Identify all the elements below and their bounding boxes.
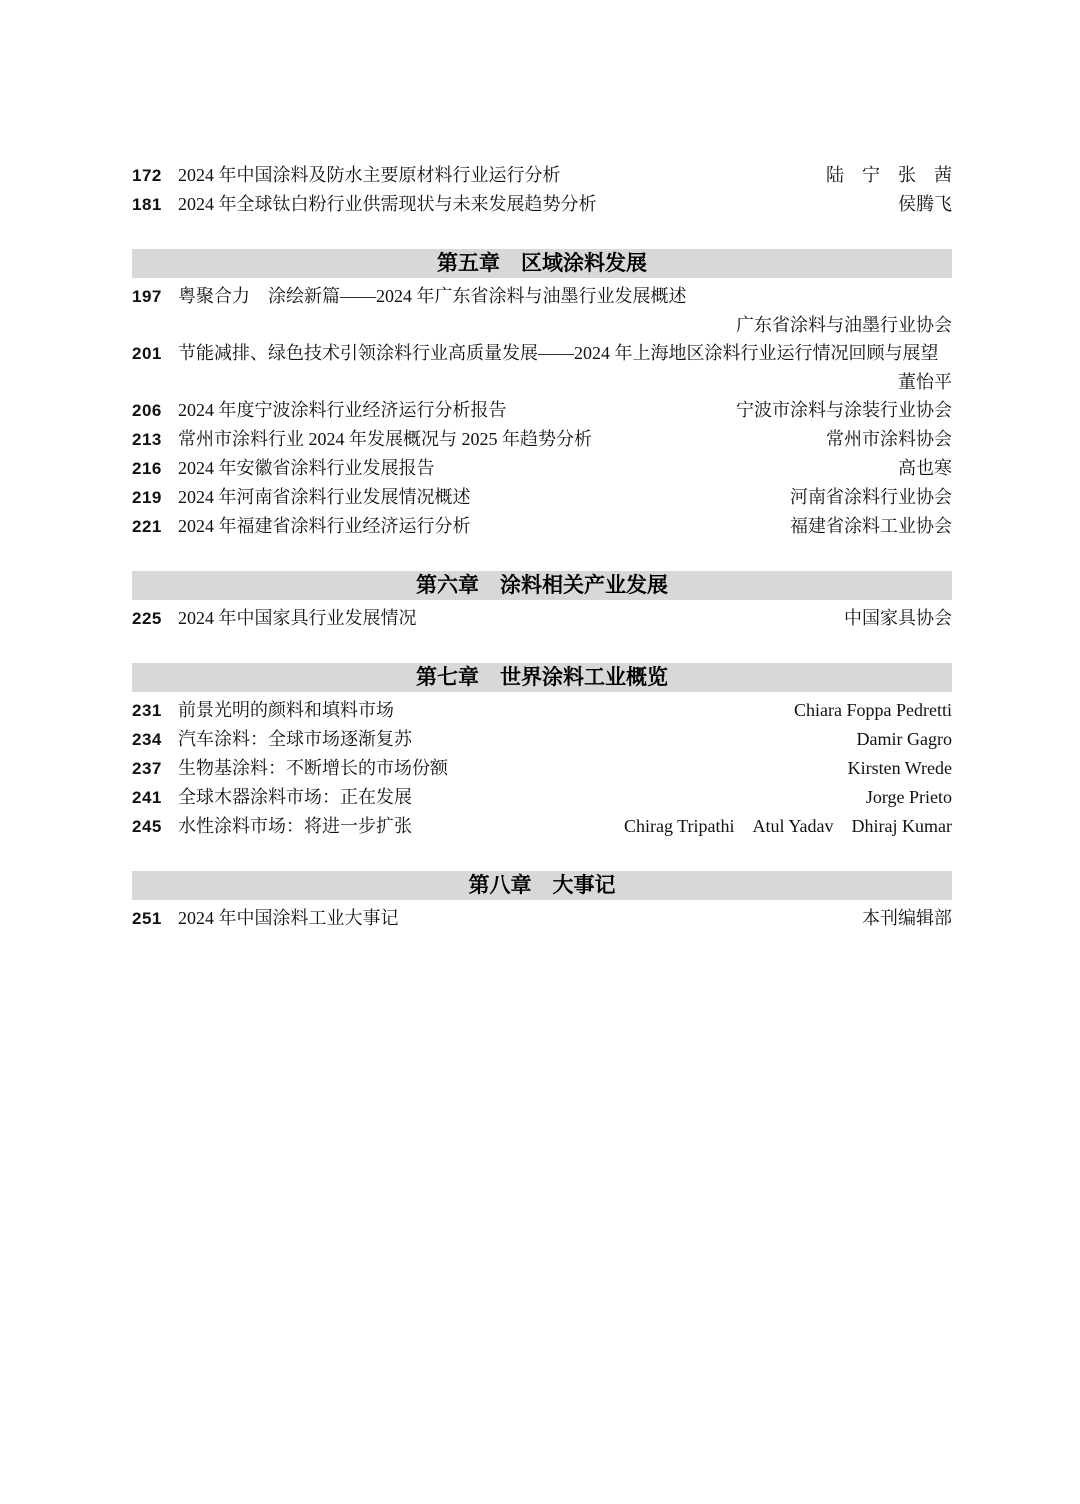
toc-entry-line: [132, 282, 952, 311]
entry-author-inline: Kirsten Wrede: [847, 758, 952, 778]
toc-entry: [132, 754, 952, 783]
toc-entry: [132, 339, 952, 396]
entry-author-inline: Chirag Tripathi Atul Yadav Dhiraj Kumar: [624, 816, 952, 836]
entry-author-inline: 中国家具协会: [844, 608, 952, 628]
entry-author-inline: 河南省涂料行业协会: [790, 487, 952, 507]
toc-entry-line: [132, 339, 952, 368]
entry-title: 2024 年河南省涂料行业发展情况概述: [178, 487, 471, 507]
chapter-heading: [132, 249, 952, 278]
toc-entry-line: [132, 696, 952, 725]
entry-page-number: 234: [132, 730, 162, 749]
toc-entry-line: [132, 812, 952, 841]
entry-title: 2024 年度宁波涂料行业经济运行分析报告: [178, 400, 507, 420]
toc-entry: [132, 483, 952, 512]
entry-author-inline: 本刊编辑部: [862, 908, 952, 928]
entry-title: 2024 年福建省涂料行业经济运行分析: [178, 516, 471, 536]
toc-entry-line: [132, 396, 952, 425]
table-of-contents: [132, 161, 952, 933]
entry-page-number: 201: [132, 344, 162, 363]
toc-entry-line: [132, 454, 952, 483]
toc-entry-line: [132, 725, 952, 754]
entry-page-number: 251: [132, 909, 162, 928]
entry-author-inline: 常州市涂料协会: [826, 429, 952, 449]
entry-title: 全球木器涂料市场：正在发展: [178, 787, 412, 807]
entry-page-number: 237: [132, 759, 162, 778]
entry-page-number: 221: [132, 517, 162, 536]
toc-entry-line: [132, 425, 952, 454]
entry-title: 2024 年安徽省涂料行业发展报告: [178, 458, 435, 478]
chapter-title: 第八章 大事记: [468, 874, 616, 897]
entry-title: 粤聚合力 涂绘新篇——2024 年广东省涂料与油墨行业发展概述: [178, 286, 687, 306]
chapter-title: 第五章 区域涂料发展: [437, 252, 647, 275]
toc-entry: [132, 725, 952, 754]
entry-page-number: 206: [132, 401, 162, 420]
entry-title: 生物基涂料：不断增长的市场份额: [178, 758, 448, 778]
chapter-title: 第七章 世界涂料工业概览: [416, 666, 668, 689]
chapter-title: 第六章 涂料相关产业发展: [416, 574, 668, 597]
chapter-heading: [132, 663, 952, 692]
entry-title: 前景光明的颜料和填料市场: [178, 700, 394, 720]
entry-author-inline: 宁波市涂料与涂装行业协会: [736, 400, 952, 420]
toc-entry-line: [132, 512, 952, 541]
toc-entry-line: [132, 483, 952, 512]
toc-entry-line: [132, 190, 952, 219]
entry-page-number: 245: [132, 817, 162, 836]
toc-entry: [132, 812, 952, 841]
toc-entry-line: [132, 161, 952, 190]
entry-title: 2024 年中国涂料及防水主要原材料行业运行分析: [178, 165, 561, 185]
entry-author-inline: 高也寒: [898, 458, 952, 478]
chapter-heading: [132, 871, 952, 900]
entry-title: 节能减排、绿色技术引领涂料行业高质量发展——2024 年上海地区涂料行业运行情况回顾与展望: [178, 343, 939, 363]
toc-entry: [132, 696, 952, 725]
toc-entry: [132, 904, 952, 933]
entry-page-number: 216: [132, 459, 162, 478]
toc-entry: [132, 396, 952, 425]
toc-entry: [132, 425, 952, 454]
entry-author-inline: 陆 宁 张 茜: [826, 165, 952, 185]
toc-entry-line: [132, 604, 952, 633]
entry-title: 2024 年中国涂料工业大事记: [178, 908, 399, 928]
entry-page-number: 241: [132, 788, 162, 807]
toc-entry-line: [132, 754, 952, 783]
entry-page-number: 219: [132, 488, 162, 507]
entry-title: 汽车涂料：全球市场逐渐复苏: [178, 729, 412, 749]
toc-entry: [132, 454, 952, 483]
toc-entry: [132, 512, 952, 541]
toc-entry: [132, 161, 952, 190]
entry-author-inline: Damir Gagro: [856, 729, 952, 749]
entry-page-number: 213: [132, 430, 162, 449]
toc-entry-line: [132, 783, 952, 812]
toc-entry: [132, 282, 952, 339]
entry-author-inline: Jorge Prieto: [865, 787, 952, 807]
entry-page-number: 231: [132, 701, 162, 720]
entry-page-number: 172: [132, 166, 162, 185]
entry-author-line: 董怡平: [898, 372, 952, 392]
toc-entry: [132, 190, 952, 219]
entry-author-inline: Chiara Foppa Pedretti: [794, 700, 952, 720]
entry-title: 水性涂料市场：将进一步扩张: [178, 816, 412, 836]
toc-entry-line: [132, 904, 952, 933]
entry-title: 2024 年全球钛白粉行业供需现状与未来发展趋势分析: [178, 194, 597, 214]
entry-page-number: 181: [132, 195, 162, 214]
entry-title: 2024 年中国家具行业发展情况: [178, 608, 417, 628]
entry-page-number: 225: [132, 609, 162, 628]
chapter-heading: [132, 571, 952, 600]
toc-entry: [132, 783, 952, 812]
entry-author-line: 广东省涂料与油墨行业协会: [736, 315, 952, 335]
entry-author-inline: 侯腾飞: [898, 194, 952, 214]
entry-title: 常州市涂料行业 2024 年发展概况与 2025 年趋势分析: [178, 429, 592, 449]
toc-entry: [132, 604, 952, 633]
entry-page-number: 197: [132, 287, 162, 306]
entry-author-inline: 福建省涂料工业协会: [790, 516, 952, 536]
